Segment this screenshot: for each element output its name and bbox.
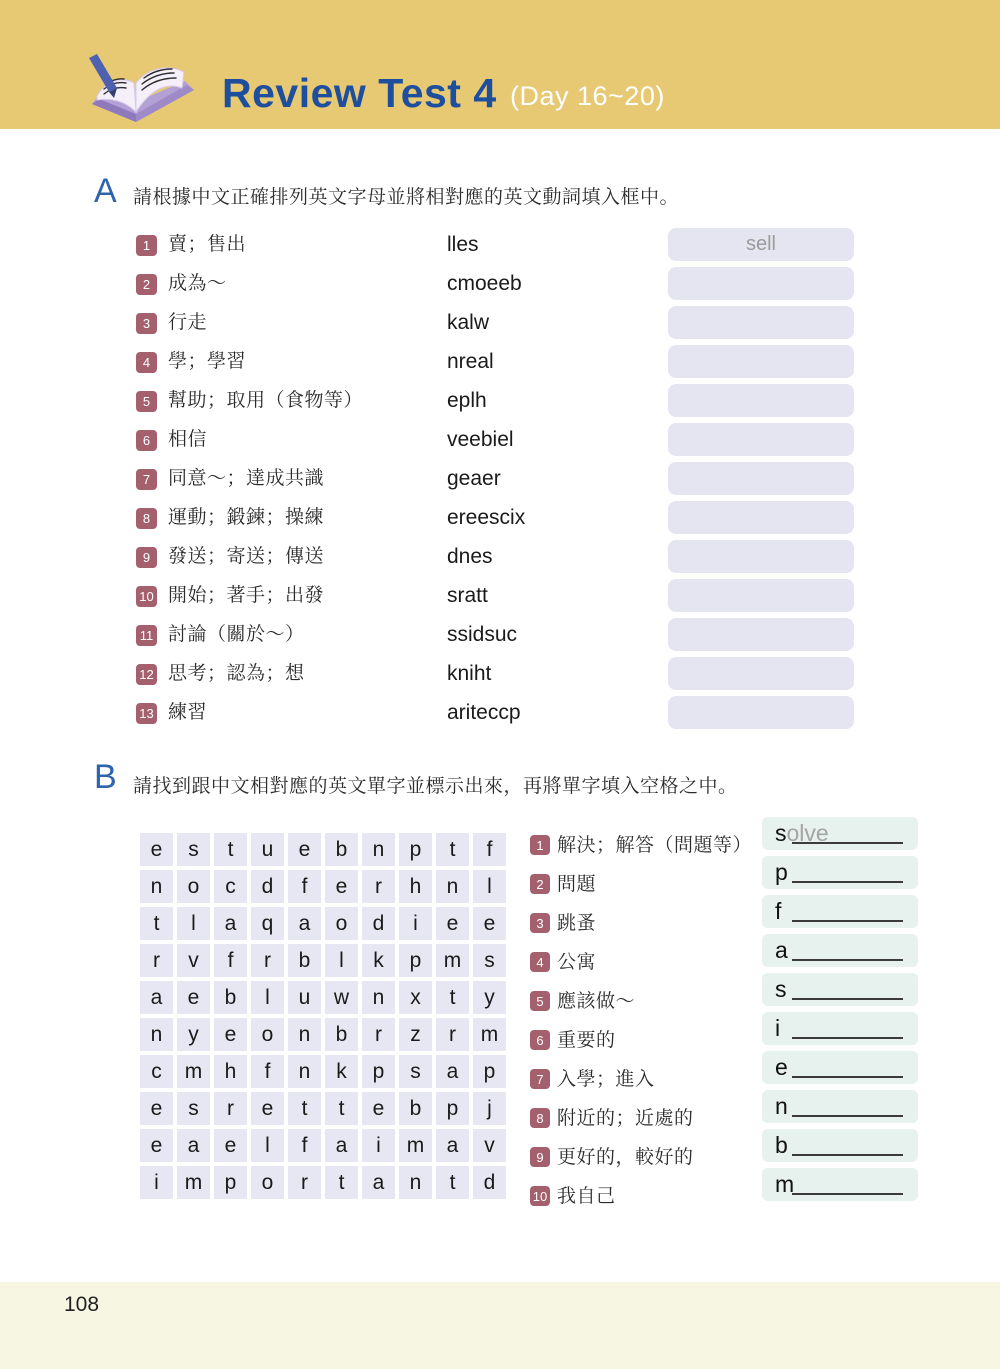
vocab-item <box>0 501 1000 534</box>
grid-cell[interactable]: p <box>473 1055 506 1088</box>
answer-underline <box>792 959 903 961</box>
page-title: Review Test 4 <box>222 70 497 116</box>
clue-text: 應該做～ <box>557 991 636 1012</box>
answer-box[interactable] <box>668 501 854 534</box>
grid-cell[interactable]: e <box>362 1092 395 1125</box>
vocab-chinese: 幫助；取用（食物等） <box>168 390 364 411</box>
grid-cell[interactable]: n <box>288 1055 321 1088</box>
section-b-label: B <box>94 758 117 796</box>
grid-cell[interactable]: n <box>399 1166 432 1199</box>
vocab-chinese: 運動；鍛鍊；操練 <box>168 507 325 528</box>
grid-cell[interactable]: i <box>362 1129 395 1162</box>
grid-cell[interactable]: i <box>140 1166 173 1199</box>
vocab-scrambled: sratt <box>447 584 488 607</box>
item-number-badge: 7 <box>136 469 157 490</box>
answer-line[interactable] <box>762 895 918 928</box>
word-grid <box>140 833 506 1199</box>
grid-cell[interactable]: r <box>214 1092 247 1125</box>
grid-cell[interactable]: e <box>177 981 210 1014</box>
grid-cell[interactable]: n <box>362 981 395 1014</box>
grid-cell[interactable]: w <box>325 981 358 1014</box>
item-number-badge: 5 <box>136 391 157 412</box>
clue-number-badge: 9 <box>530 1147 550 1167</box>
answer-underline <box>792 1154 903 1156</box>
grid-cell[interactable]: i <box>399 907 432 940</box>
grid-cell[interactable]: l <box>251 1129 284 1162</box>
item-number-badge: 1 <box>136 235 157 256</box>
grid-cell[interactable]: k <box>362 944 395 977</box>
answer-text <box>775 1090 788 1122</box>
item-number-badge: 13 <box>136 703 157 724</box>
vocab-item <box>0 696 1000 729</box>
clue-number-badge: 2 <box>530 874 550 894</box>
vocab-chinese: 同意～；達成共識 <box>168 468 325 489</box>
grid-cell[interactable]: c <box>214 870 247 903</box>
grid-cell[interactable]: b <box>214 981 247 1014</box>
item-number-badge: 2 <box>136 274 157 295</box>
vocab-scrambled: geaer <box>447 467 501 490</box>
answer-box[interactable] <box>668 657 854 690</box>
grid-cell[interactable]: m <box>436 944 469 977</box>
section-b-instructions: 請找到跟中文相對應的英文單字並標示出來，再將單字填入空格之中。 <box>133 776 738 797</box>
answer-text <box>775 1168 794 1200</box>
vocab-chinese: 成為～ <box>168 273 227 294</box>
vocab-scrambled: veebiel <box>447 428 514 451</box>
grid-cell[interactable]: t <box>325 1166 358 1199</box>
grid-cell[interactable]: v <box>177 944 210 977</box>
grid-cell[interactable]: m <box>177 1166 210 1199</box>
answer-ghost-text: olve <box>786 820 829 846</box>
grid-cell[interactable]: a <box>436 1129 469 1162</box>
page-number: 108 <box>64 1293 100 1316</box>
answer-text <box>775 817 829 849</box>
vocab-item <box>0 618 1000 651</box>
grid-cell[interactable]: r <box>288 1166 321 1199</box>
answer-box[interactable] <box>668 267 854 300</box>
grid-cell[interactable]: o <box>177 870 210 903</box>
answer-line[interactable] <box>762 1090 918 1123</box>
answer-text <box>775 856 788 888</box>
grid-cell[interactable]: r <box>362 870 395 903</box>
clue-number-badge: 1 <box>530 835 550 855</box>
grid-cell[interactable]: n <box>362 833 395 866</box>
grid-cell[interactable]: n <box>140 1018 173 1051</box>
answer-underline <box>792 998 903 1000</box>
grid-cell[interactable]: t <box>214 833 247 866</box>
grid-cell[interactable]: u <box>288 981 321 1014</box>
answer-underline <box>792 920 903 922</box>
grid-cell[interactable]: a <box>288 907 321 940</box>
answer-underline <box>792 1076 903 1078</box>
item-number-badge: 8 <box>136 508 157 529</box>
grid-cell[interactable]: t <box>436 981 469 1014</box>
clue-number-badge: 5 <box>530 991 550 1011</box>
grid-cell[interactable]: m <box>399 1129 432 1162</box>
grid-cell[interactable]: l <box>177 907 210 940</box>
grid-cell[interactable]: s <box>177 1092 210 1125</box>
grid-cell[interactable]: b <box>325 833 358 866</box>
answer-underline <box>792 1037 903 1039</box>
vocab-chinese: 練習 <box>168 702 208 723</box>
vocab-item <box>0 384 1000 417</box>
vocab-scrambled: ereescix <box>447 506 526 529</box>
grid-cell[interactable]: p <box>399 833 432 866</box>
grid-cell[interactable]: f <box>288 1129 321 1162</box>
clue-number-badge: 4 <box>530 952 550 972</box>
grid-cell[interactable]: m <box>177 1055 210 1088</box>
answer-box[interactable] <box>668 384 854 417</box>
clue-text: 跳蚤 <box>557 913 597 934</box>
vocab-item <box>0 462 1000 495</box>
answer-box[interactable] <box>668 423 854 456</box>
grid-cell[interactable]: m <box>473 1018 506 1051</box>
grid-cell[interactable]: l <box>251 981 284 1014</box>
grid-cell[interactable]: b <box>288 944 321 977</box>
answer-line[interactable] <box>762 934 918 967</box>
grid-cell[interactable]: t <box>288 1092 321 1125</box>
grid-cell[interactable]: a <box>436 1055 469 1088</box>
vocab-item <box>0 657 1000 690</box>
grid-cell[interactable]: t <box>325 1092 358 1125</box>
vocab-chinese: 討論（關於～） <box>168 624 305 645</box>
book-pen-icon <box>80 50 200 133</box>
grid-cell[interactable]: p <box>399 944 432 977</box>
grid-cell[interactable]: a <box>325 1129 358 1162</box>
grid-cell[interactable]: e <box>436 907 469 940</box>
grid-cell[interactable]: e <box>325 870 358 903</box>
vocab-chinese: 思考；認為；想 <box>168 663 305 684</box>
vocab-list <box>0 228 1000 729</box>
answer-underline <box>792 1115 903 1117</box>
grid-cell[interactable]: e <box>140 833 173 866</box>
clue-number-badge: 8 <box>530 1108 550 1128</box>
answer-initial-letter: i <box>775 1015 781 1041</box>
grid-cell[interactable]: t <box>436 1166 469 1199</box>
answer-underline <box>792 881 903 883</box>
answer-initial-letter: s <box>775 820 787 846</box>
vocab-chinese: 行走 <box>168 312 208 333</box>
answer-box[interactable] <box>668 306 854 339</box>
answer-text <box>775 934 788 966</box>
grid-cell[interactable]: y <box>177 1018 210 1051</box>
grid-cell[interactable]: p <box>362 1055 395 1088</box>
vocab-item <box>0 267 1000 300</box>
answer-line[interactable] <box>762 856 918 889</box>
page-subtitle: (Day 16~20) <box>510 81 665 111</box>
answer-initial-letter: b <box>775 1132 788 1158</box>
grid-cell[interactable]: n <box>436 870 469 903</box>
answer-box[interactable] <box>668 345 854 378</box>
answer-initial-letter: f <box>775 898 782 924</box>
grid-cell[interactable]: b <box>399 1092 432 1125</box>
answer-line[interactable] <box>762 1129 918 1162</box>
grid-cell[interactable]: y <box>473 981 506 1014</box>
vocab-scrambled: nreal <box>447 350 494 373</box>
vocab-item <box>0 423 1000 456</box>
vocab-scrambled: ssidsuc <box>447 623 518 646</box>
grid-cell[interactable]: f <box>251 1055 284 1088</box>
grid-cell[interactable]: o <box>325 907 358 940</box>
grid-cell[interactable]: a <box>177 1129 210 1162</box>
grid-cell[interactable]: t <box>436 833 469 866</box>
vocab-item <box>0 579 1000 612</box>
clue-text: 重要的 <box>557 1030 616 1051</box>
clue-text: 附近的；近處的 <box>557 1108 694 1129</box>
answer-text <box>775 1129 788 1161</box>
clue-text: 公寓 <box>557 952 597 973</box>
clue-text: 入學；進入 <box>557 1069 655 1090</box>
grid-cell[interactable]: a <box>140 981 173 1014</box>
answer-initial-letter: a <box>775 937 788 963</box>
grid-cell[interactable]: r <box>436 1018 469 1051</box>
answer-box[interactable] <box>668 579 854 612</box>
grid-cell[interactable]: p <box>214 1166 247 1199</box>
clue-number-badge: 6 <box>530 1030 550 1050</box>
clue-text: 解決；解答（問題等） <box>557 835 753 856</box>
grid-cell[interactable]: h <box>399 870 432 903</box>
grid-cell[interactable]: a <box>214 907 247 940</box>
answer-line-list <box>762 817 918 1201</box>
grid-cell[interactable]: q <box>251 907 284 940</box>
section-a-label: A <box>94 172 117 210</box>
item-number-badge: 10 <box>136 586 157 607</box>
grid-cell[interactable]: f <box>473 833 506 866</box>
answer-box[interactable] <box>668 618 854 651</box>
grid-cell[interactable]: a <box>362 1166 395 1199</box>
answer-box[interactable] <box>668 462 854 495</box>
vocab-chinese: 相信 <box>168 429 208 450</box>
clue-text: 問題 <box>557 874 597 895</box>
grid-cell[interactable]: s <box>399 1055 432 1088</box>
grid-cell[interactable]: r <box>362 1018 395 1051</box>
answer-box[interactable] <box>668 540 854 573</box>
item-number-badge: 12 <box>136 664 157 685</box>
vocab-scrambled: eplh <box>447 389 487 412</box>
answer-text <box>775 973 787 1005</box>
grid-cell[interactable]: b <box>325 1018 358 1051</box>
grid-cell[interactable]: z <box>399 1018 432 1051</box>
vocab-item <box>0 345 1000 378</box>
grid-cell[interactable]: x <box>399 981 432 1014</box>
vocab-scrambled: cmoeeb <box>447 272 522 295</box>
vocab-chinese: 賣；售出 <box>168 234 247 255</box>
grid-cell[interactable]: l <box>473 870 506 903</box>
item-number-badge: 3 <box>136 313 157 334</box>
grid-cell[interactable]: f <box>214 944 247 977</box>
grid-cell[interactable]: e <box>251 1092 284 1125</box>
grid-cell[interactable]: j <box>473 1092 506 1125</box>
grid-cell[interactable]: k <box>325 1055 358 1088</box>
grid-cell[interactable]: r <box>251 944 284 977</box>
vocab-item <box>0 306 1000 339</box>
grid-cell[interactable]: d <box>362 907 395 940</box>
grid-cell[interactable]: o <box>251 1166 284 1199</box>
vocab-chinese: 開始；著手；出發 <box>168 585 325 606</box>
grid-cell[interactable]: e <box>473 907 506 940</box>
grid-cell[interactable]: o <box>251 1018 284 1051</box>
item-number-badge: 11 <box>136 625 157 646</box>
vocab-scrambled: lles <box>447 233 479 256</box>
clue-text: 更好的，較好的 <box>557 1147 694 1168</box>
answer-text <box>775 1051 788 1083</box>
item-number-badge: 6 <box>136 430 157 451</box>
grid-cell[interactable]: e <box>140 1092 173 1125</box>
vocab-scrambled: kniht <box>447 662 492 685</box>
vocab-scrambled: dnes <box>447 545 493 568</box>
grid-cell[interactable]: d <box>473 1166 506 1199</box>
clue-text: 我自己 <box>557 1186 616 1207</box>
answer-box[interactable] <box>668 696 854 729</box>
grid-cell[interactable]: v <box>473 1129 506 1162</box>
grid-cell[interactable]: c <box>140 1055 173 1088</box>
answer-line[interactable] <box>762 1051 918 1084</box>
grid-cell[interactable]: d <box>251 870 284 903</box>
grid-cell[interactable]: n <box>140 870 173 903</box>
answer-text <box>775 1012 780 1044</box>
item-number-badge: 4 <box>136 352 157 373</box>
grid-cell[interactable]: t <box>140 907 173 940</box>
answer-initial-letter: p <box>775 859 788 885</box>
header-band <box>0 0 1000 129</box>
grid-cell[interactable]: r <box>140 944 173 977</box>
grid-cell[interactable]: e <box>214 1018 247 1051</box>
answer-line[interactable] <box>762 973 918 1006</box>
item-number-badge: 9 <box>136 547 157 568</box>
vocab-chinese: 學；學習 <box>168 351 247 372</box>
answer-underline <box>792 1193 903 1195</box>
answer-box[interactable]: sell <box>668 228 854 261</box>
grid-cell[interactable]: p <box>436 1092 469 1125</box>
answer-line[interactable] <box>762 1168 918 1201</box>
grid-cell[interactable]: u <box>251 833 284 866</box>
footer-band <box>0 1282 1000 1369</box>
answer-initial-letter: e <box>775 1054 788 1080</box>
grid-cell[interactable]: e <box>214 1129 247 1162</box>
answer-initial-letter: n <box>775 1093 788 1119</box>
grid-cell[interactable]: l <box>325 944 358 977</box>
grid-cell[interactable]: s <box>473 944 506 977</box>
grid-cell[interactable]: f <box>288 870 321 903</box>
section-a-instructions: 請根據中文正確排列英文字母並將相對應的英文動詞填入框中。 <box>133 187 680 208</box>
vocab-scrambled: ariteccp <box>447 701 521 724</box>
answer-initial-letter: s <box>775 976 787 1002</box>
answer-line[interactable] <box>762 1012 918 1045</box>
grid-cell[interactable]: h <box>214 1055 247 1088</box>
grid-cell[interactable]: e <box>288 833 321 866</box>
answer-text <box>775 895 781 927</box>
clue-number-badge: 7 <box>530 1069 550 1089</box>
grid-cell[interactable]: s <box>177 833 210 866</box>
answer-line[interactable] <box>762 817 918 850</box>
grid-cell[interactable]: n <box>288 1018 321 1051</box>
clue-number-badge: 10 <box>530 1186 550 1206</box>
vocab-chinese: 發送；寄送；傳送 <box>168 546 325 567</box>
answer-initial-letter: m <box>775 1171 795 1197</box>
vocab-item <box>0 228 1000 261</box>
vocab-scrambled: kalw <box>447 311 490 334</box>
grid-cell[interactable]: e <box>140 1129 173 1162</box>
clue-number-badge: 3 <box>530 913 550 933</box>
vocab-item <box>0 540 1000 573</box>
